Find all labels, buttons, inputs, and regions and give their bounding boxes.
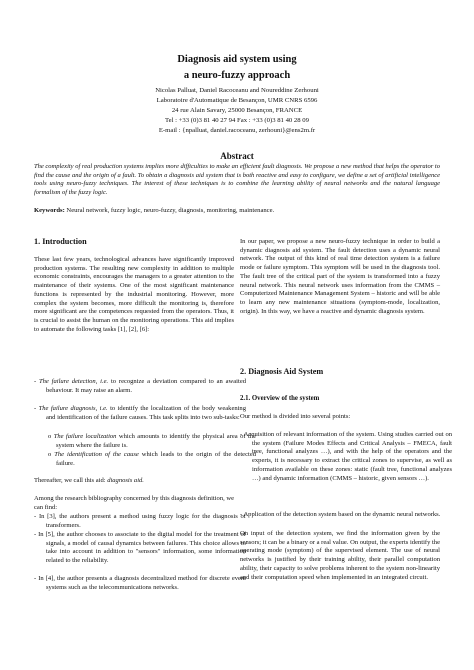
bibliography-intro: Among the research bibliography concerned by this diagnosis definition, we can find:	[34, 495, 234, 511]
bullet-text: to recognize a deviation compared to an awaited behaviour. It may raise an alarm.	[46, 378, 246, 394]
definition-text: Thereafter, we call this aid:	[34, 477, 108, 484]
proposal-paragraph: In our paper, we propose a new neuro-fuzzy technique in order to build a dynamic diagnosis aid system. The fault detection uses a dynamic neural network. The output of this kind of real time detection system is a failure mode or failure symptom. This symptom will be used in the diagnosis tool. The fault tree of the critical part of the system is transformed into a fuzzy neural network. This neural network uses information from the CMMS – Computerized Maintenance Management System – historic and will be able to learn any new maintenance situations (symptom-mode, localization, origin). In this way, we have a reactive and dynamic diagnosis system.	[240, 238, 440, 315]
subbullet-term: The failure localization	[53, 433, 117, 440]
intro-paragraph-1: These last few years, technological advances have significantly improved production systems. The resulting new complexity in addition to multiple economic constraints, encourages the managers to a greater attention to the maintenance of their systems. One of the most significant maintenance functions is represented by the industrial monitoring. However, more complex the system becomes, more difficult the monitoring is, therefore more significant are the competences requested from the operators. Thus, it is crucial to assist the human on the monitoring operations. This aid implies to automate the following tasks [1], [2], [6]:	[34, 256, 234, 333]
diagnosis-aid-definition	[34, 477, 234, 486]
abstract-text: The complexity of real production systems implies more difficulties to make an efficient fault diagnosis. We propose a new method that helps the operator to find the cause and the origin of a fault. To obtain a diagnosis aid system that is both reactive and easy to configure, we define a set of artificial intelligence tools using neuro-fuzzy techniques. The interest of these techniques is to combine the learning ability of neural networks and the natural language formalism of the fuzzy logic.	[34, 163, 440, 197]
bullet-dash: -	[34, 405, 39, 412]
section-1-heading: 1. Introduction	[34, 237, 87, 246]
method-step-acquisition: - Acquisition of relevant information of the system. Using studies carried out on the system (Failure Modes Effects and Critical Analysis – FMECA, fault tree, functional analyzes …), and with the help of the operators and the experts, it is necessary to extract the critical zones to supervise, as well as information available on these zones: static (fault tree, functional analyzes …) and dynamic information (CMMS – historic, given sensors …).	[240, 431, 452, 482]
authors: Nicolas Palluat, Daniel Racoceanu and Noureddine Zerhouni	[155, 87, 319, 94]
method-intro: Our method is divided into several points:	[240, 413, 351, 420]
bullet-term: The failure detection, i.e.	[39, 378, 109, 385]
reference-item-5: - In [5], the author chooses to associate to the digital model for the treatment of signals, a model of causal dynamics between failures. This choice allows to take into account in addition to "sensors" information, some information related to the reliability.	[34, 531, 246, 565]
keywords	[34, 207, 440, 214]
paper-title-line-2: a neuro-fuzzy approach	[183, 70, 291, 81]
paper-title-line-1: Diagnosis aid system using	[177, 54, 297, 65]
laboratory: Laboratoire d'Automatique de Besançon, UMR CNRS 6596	[156, 97, 318, 104]
bullet-failure-detection	[34, 378, 246, 395]
method-step-detection: - Application of the detection system based on the dynamic neural networks.	[240, 511, 441, 518]
definition-term: diagnosis aid.	[107, 477, 144, 484]
keywords-text: Neural network, fuzzy logic, neuro-fuzzy, diagnosis, monitoring, maintenance.	[64, 207, 275, 214]
bullet-failure-diagnosis	[34, 405, 246, 422]
subbullet-text: which leads to the origin of the detected failure.	[56, 451, 256, 467]
subbullet-failure-localization	[34, 433, 256, 450]
bullet-dash: -	[34, 378, 40, 385]
email: E-mail : {npalluat, daniel.racoceanu, zerhouni}@ens2m.fr	[158, 127, 316, 134]
reference-item-3: - In [3], the authors present a method using fuzzy logic for the diagnosis of transformers.	[34, 513, 246, 529]
subbullet-term: The identification of the cause	[54, 451, 139, 458]
subbullet-text: which amounts to identify the physical area of the system where the failure is.	[56, 433, 256, 449]
bullet-term: The failure diagnosis, i.e.	[38, 405, 108, 412]
detection-system-paragraph: On input of the detection system, we find the information given by the sensors; it can be a binary or a real value. On output, the experts identify the operating mode (symptom) of the supervised element. The use of neural networks is justified by their training ability, their parallel computation ability, their capacity to solve problems inherent to the system non-linearity and their computation speed when implemented in an integrated circuit.	[240, 530, 440, 581]
phone-fax: Tel : +33 (0)3 81 40 27 94 Fax : +33 (0)3 81 40 28 09	[165, 117, 309, 124]
subbullet-marker: o	[48, 433, 54, 440]
bullet-text: to identify the localization of the body weakening and identification of the failure causes. This task splits into two sub-tasks:	[46, 405, 246, 421]
abstract-heading: Abstract	[220, 151, 254, 161]
section-2-heading: 2. Diagnosis Aid System	[240, 367, 324, 376]
address: 24 rue Alain Savary, 25000 Besançon, FRANCE	[171, 107, 303, 114]
keywords-label: Keywords:	[34, 207, 65, 214]
reference-item-4: - In [4], the author presents a diagnosis decentralized method for discrete event systems such as the telecommunications networks.	[34, 575, 246, 591]
subbullet-cause-identification	[34, 451, 256, 468]
subbullet-marker: o	[48, 451, 55, 458]
section-2-1-heading: 2.1. Overview of the system	[240, 395, 320, 402]
